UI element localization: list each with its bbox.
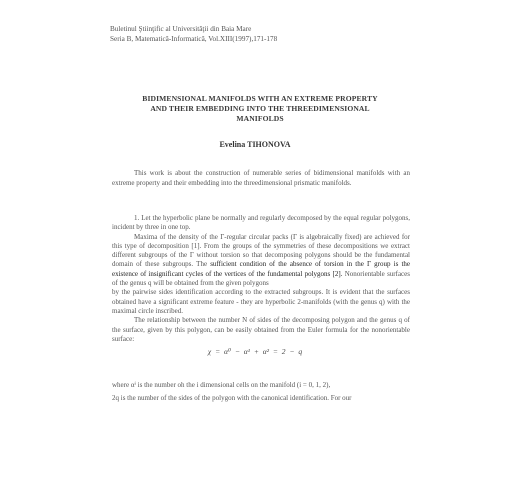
bottom-line-1: where αⁱ is the number oh the i dimensional cells on the manifold (i = 0, 1, 2), (112, 381, 331, 389)
author-name: Evelina TIHONOVA (219, 140, 291, 149)
paragraph-2 (112, 233, 410, 289)
journal-name: Buletinul Ştiinţific al Universităţii din Baia Mare (110, 25, 252, 33)
title-line-2: AND THEIR EMBEDDING INTO THE THREEDIMENSIONAL (150, 104, 370, 113)
title-line-1: BIDIMENSIONAL MANIFOLDS WITH AN EXTREME PROPERTY (142, 94, 378, 103)
bottom-line-2: 2q is the number of the sides of the polygon with the canonical identification. For our (112, 394, 352, 402)
bottom-text (112, 380, 422, 406)
journal-volume: Seria B, Matematică-Informatică, Vol.XIII(1997),171-178 (110, 34, 278, 43)
paragraph-4: The relationship between the number N of sides of the decomposing polygon and the genus q of the surface, given by this polygon, can be easily obtained from the Euler formula for the nonorientable surface: (112, 316, 410, 343)
paragraph-2-tail: Nonorientable surfaces of the genus q will be obtained from the given polygons (112, 269, 410, 288)
paragraph-2-text: Maxima of the density of the Γ-regular circular packs (Γ is algebraically fixed) are achieved for this type of decomposition [1]. From the groups of the symmetries of these decompositions we extract different subgroups of the Γ without torsion so that decomposing polygons should be the fundamental domain of these subgroups. The (112, 232, 410, 269)
paragraph-1: 1. Let the hyperbolic plane be normally and regularly decomposed by the equal regular polygons, incident by three in one top. (112, 214, 410, 232)
abstract-paragraph: This work is about the construction of numerable series of bidimensional manifolds with an extreme property and their embedding into the threedimensional prismatic manifolds. (112, 169, 410, 187)
paper-title (95, 94, 425, 124)
body-text (112, 214, 410, 344)
paragraph-2-emphasis: sufficient condition of the absence of torsion in the Γ group is the existence of insignificant cycles of the vertices of the fundamental polygons [2]. (112, 260, 411, 278)
euler-formula: χ = α⁰ − α¹ + α² = 2 − q (207, 347, 303, 356)
title-line-3: MANIFOLDS (236, 114, 284, 123)
journal-header (110, 25, 277, 44)
paragraph-3: by the pairwise sides identification according to the extracted subgroups. It is evident that the surfaces obtained have a significant extreme feature - they are hyperbolic 2-manifolds (with the genus q) with the maximal circle inscribed. (112, 288, 410, 315)
